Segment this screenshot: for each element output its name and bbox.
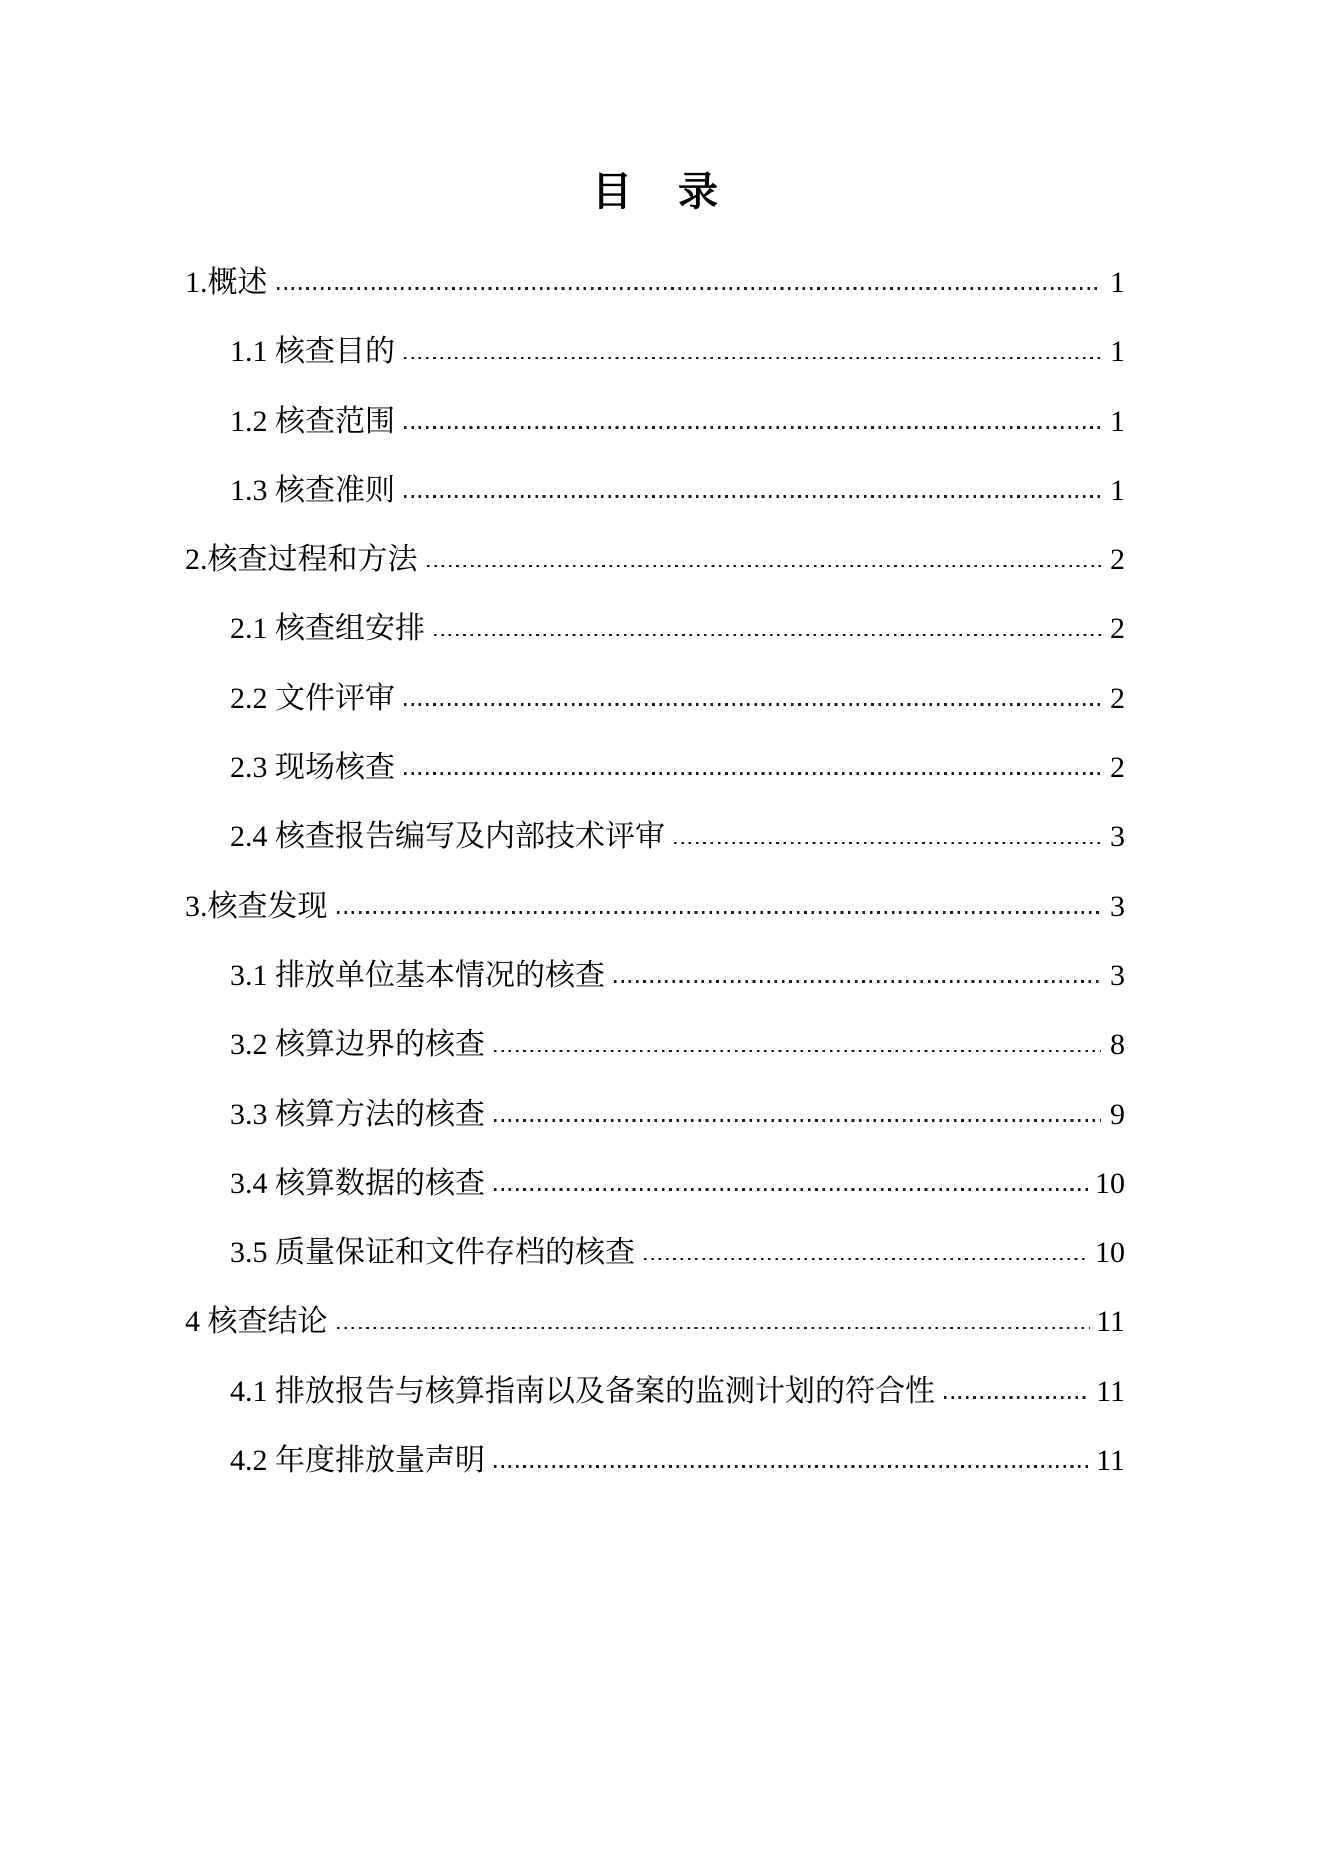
- dot-leader: [404, 495, 1101, 498]
- toc-title-char-1: 目: [592, 169, 632, 214]
- dot-leader: [277, 287, 1102, 290]
- dot-leader: [434, 634, 1101, 637]
- toc-row[interactable]: [185, 941, 1125, 1010]
- toc-entry-label[interactable]: 1.3 核查准则: [230, 473, 395, 507]
- toc-entry-label[interactable]: 3.3 核算方法的核查: [230, 1097, 485, 1131]
- dot-leader: [614, 980, 1101, 983]
- toc-row[interactable]: [185, 802, 1125, 871]
- toc-entry-page: 11: [1096, 1374, 1125, 1408]
- toc-row[interactable]: [185, 733, 1125, 802]
- toc-entry-label[interactable]: 4.2 年度排放量声明: [230, 1444, 485, 1478]
- toc-entry-label[interactable]: 2.1 核查组安排: [230, 612, 425, 646]
- toc-entry-page: 1: [1110, 404, 1125, 438]
- toc-row[interactable]: [185, 317, 1125, 386]
- toc-entry-label[interactable]: 3.5 质量保证和文件存档的核查: [230, 1236, 635, 1270]
- dot-leader: [404, 426, 1101, 429]
- toc-row[interactable]: [185, 525, 1125, 594]
- toc-entry-label[interactable]: 2.2 文件评审: [230, 681, 395, 715]
- toc-row[interactable]: [185, 1357, 1125, 1426]
- toc-entry-page: 11: [1096, 1444, 1125, 1478]
- toc-entry-page: 2: [1110, 543, 1125, 577]
- toc-entry-label[interactable]: 3.2 核算边界的核查: [230, 1028, 485, 1062]
- dot-leader: [404, 772, 1101, 775]
- toc-row[interactable]: [185, 594, 1125, 663]
- toc-row[interactable]: [185, 456, 1125, 525]
- dot-leader: [404, 357, 1101, 360]
- toc-entry-page: 8: [1110, 1028, 1125, 1062]
- toc-row[interactable]: [185, 1287, 1125, 1356]
- toc-entry-label[interactable]: 1.2 核查范围: [230, 404, 395, 438]
- toc-entry-page: 10: [1095, 1166, 1125, 1200]
- toc-title: [185, 169, 1125, 214]
- toc-row[interactable]: [185, 872, 1125, 941]
- toc-entry-label[interactable]: 4 核查结论: [185, 1305, 328, 1339]
- dot-leader: [944, 1396, 1090, 1399]
- toc-row[interactable]: [185, 1080, 1125, 1149]
- toc-entry-page: 2: [1110, 612, 1125, 646]
- table-of-contents: [185, 248, 1125, 1495]
- toc-row[interactable]: [185, 1218, 1125, 1287]
- toc-row[interactable]: [185, 387, 1125, 456]
- toc-entry-page: 2: [1110, 751, 1125, 785]
- toc-entry-label[interactable]: 2.4 核查报告编写及内部技术评审: [230, 820, 665, 854]
- dot-leader: [494, 1119, 1101, 1122]
- dot-leader: [404, 703, 1101, 706]
- dot-leader: [337, 1327, 1091, 1330]
- toc-row[interactable]: [185, 1426, 1125, 1495]
- dot-leader: [494, 1465, 1090, 1468]
- toc-entry-label[interactable]: 3.1 排放单位基本情况的核查: [230, 958, 605, 992]
- toc-entry-page: 1: [1110, 473, 1125, 507]
- toc-row[interactable]: [185, 248, 1125, 317]
- dot-leader: [494, 1188, 1089, 1191]
- toc-entry-label[interactable]: 3.核查发现: [185, 889, 328, 923]
- toc-entry-page: 1: [1110, 266, 1125, 299]
- dot-leader: [337, 911, 1102, 914]
- toc-entry-page: 10: [1095, 1236, 1125, 1270]
- dot-leader: [494, 1050, 1101, 1053]
- toc-entry-page: 11: [1096, 1305, 1125, 1339]
- dot-leader: [644, 1258, 1089, 1261]
- dot-leader: [427, 565, 1102, 568]
- dot-leader: [674, 842, 1101, 845]
- toc-row[interactable]: [185, 1149, 1125, 1218]
- toc-entry-label[interactable]: 3.4 核算数据的核查: [230, 1166, 485, 1200]
- toc-entry-page: 2: [1110, 681, 1125, 715]
- toc-entry-label[interactable]: 1.概述: [185, 266, 268, 299]
- toc-row[interactable]: [185, 1010, 1125, 1079]
- toc-entry-label[interactable]: 1.1 核查目的: [230, 335, 395, 369]
- toc-entry-label[interactable]: 2.3 现场核查: [230, 751, 395, 785]
- toc-entry-label[interactable]: 2.核查过程和方法: [185, 543, 418, 577]
- toc-title-char-2: 录: [678, 169, 718, 214]
- toc-entry-page: 3: [1110, 958, 1125, 992]
- toc-entry-page: 3: [1110, 889, 1125, 923]
- toc-entry-page: 9: [1110, 1097, 1125, 1131]
- toc-entry-page: 1: [1110, 335, 1125, 369]
- toc-row[interactable]: [185, 664, 1125, 733]
- toc-entry-page: 3: [1110, 820, 1125, 854]
- toc-entry-label[interactable]: 4.1 排放报告与核算指南以及备案的监测计划的符合性: [230, 1374, 935, 1408]
